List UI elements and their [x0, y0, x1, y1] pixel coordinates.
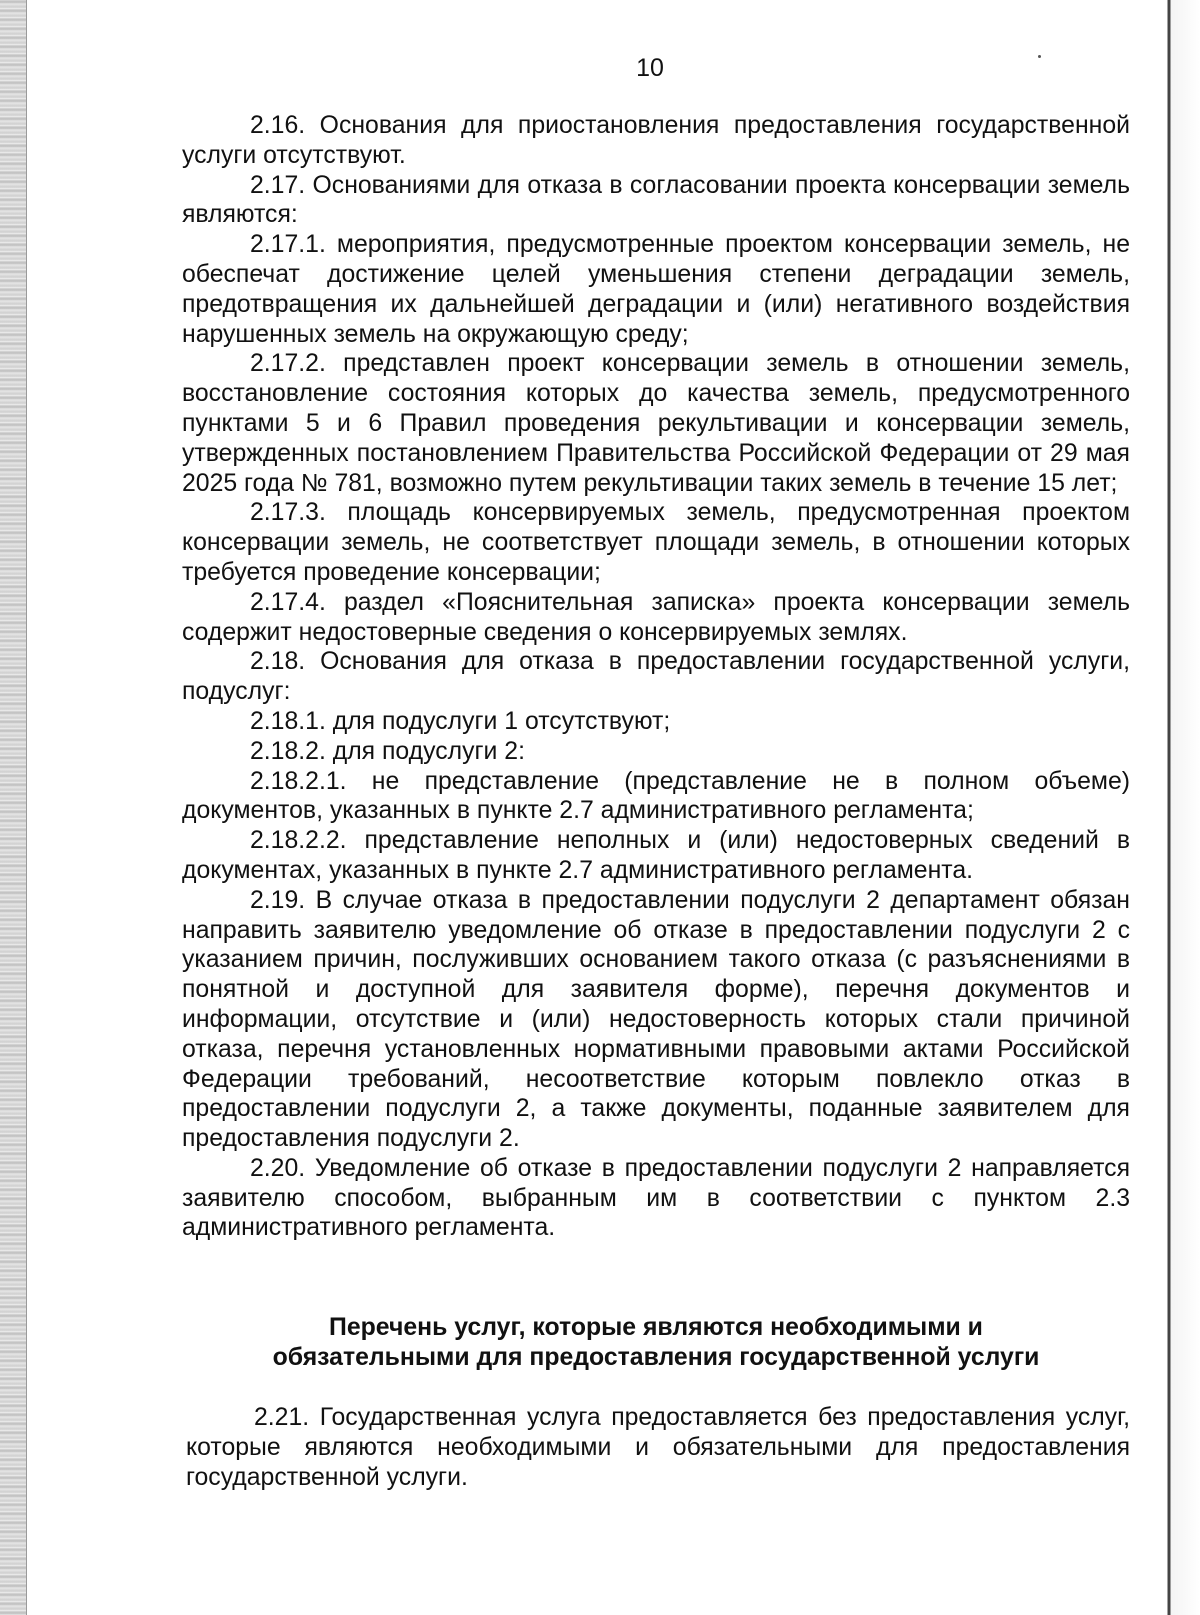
- paragraph-2-19: 2.19. В случае отказа в предоставлении подуслуги 2 департамент обязан направить заявителю уведомление об отказе в предоставлении подуслуги 2 с указанием причин, послуживших основанием такого отказа (с разъяснениями в понятной и доступной для заявителя форме), перечня документов и информации, отсутствие и (или) недостоверность которых стали причиной отказа, перечня установленных нормативными правовыми актами Российской Федерации требований, несоответствие которым повлекло отказ в предоставлении подуслуги 2, а также документы, поданные заявителем для предоставления подуслуги 2.: [182, 886, 1130, 1153]
- paragraph-2-17-1: 2.17.1. мероприятия, предусмотренные проектом консервации земель, не обеспечат достижение целей уменьшения степени деградации земель, предотвращения их дальнейшей деградации и (или) негативного воздействия нарушенных земель на окружающую среду;: [182, 231, 1130, 348]
- section-heading-line-1: Перечень услуг, которые являются необходимыми и: [329, 1314, 983, 1341]
- paragraph-2-20: 2.20. Уведомление об отказе в предоставлении подуслуги 2 направляется заявителю способом, выбранным им в соответствии с пунктом 2.3 административного регламента.: [182, 1154, 1130, 1242]
- scan-right-edge: [1164, 0, 1200, 1615]
- paragraph-2-18: 2.18. Основания для отказа в предоставлении государственной услуги, подуслуг:: [182, 648, 1130, 706]
- paragraph-2-18-1: 2.18.1. для подуслуги 1 отсутствуют;: [250, 707, 671, 735]
- page-number: 10: [636, 54, 664, 82]
- body-text: [182, 111, 1130, 1243]
- section-heading-line-2: обязательными для предоставления государственной услуги: [272, 1343, 1040, 1371]
- section-heading: [182, 1313, 1130, 1373]
- paragraph-2-17-3: 2.17.3. площадь консервируемых земель, предусмотренная проектом консервации земель, не соответствует площади земель, в отношении которых требуется проведение консервации;: [182, 499, 1130, 586]
- paragraph-2-18-2: 2.18.2. для подуслуги 2:: [250, 737, 525, 765]
- paragraph-2-21: 2.21. Государственная услуга предоставляется без предоставления услуг, которые являются необходимыми и обязательными для предоставления государственной услуги.: [186, 1404, 1130, 1491]
- paragraph-2-18-2-2: 2.18.2.2. представление неполных и (или) недостоверных сведений в документах, указанных в пункте 2.7 административного регламента.: [182, 827, 1130, 884]
- final-section-text: [186, 1403, 1130, 1492]
- paragraph-2-18-2-1: 2.18.2.1. не представление (представление не в полном объеме) документов, указанных в пункте 2.7 административного регламента;: [182, 767, 1130, 825]
- scan-left-edge: [0, 0, 27, 1615]
- paragraph-2-17-4: 2.17.4. раздел «Пояснительная записка» проекта консервации земель содержит недостоверные сведения о консервируемых землях.: [182, 588, 1130, 646]
- paragraph-2-16: 2.16. Основания для приостановления предоставления государственной услуги отсутствуют.: [182, 112, 1130, 169]
- paragraph-2-17-2: 2.17.2. представлен проект консервации земель в отношении земель, восстановление состояния которых до качества земель, предусмотренного пунктами 5 и 6 Правил проведения рекультивации и консервации земель, утвержденных постановлением Правительства Российской Федерации от 29 мая 2025 года № 781, возможно путем рекультивации таких земель в течение 15 лет;: [182, 350, 1130, 497]
- paragraph-2-17: 2.17. Основаниями для отказа в согласовании проекта консервации земель являются:: [182, 171, 1130, 229]
